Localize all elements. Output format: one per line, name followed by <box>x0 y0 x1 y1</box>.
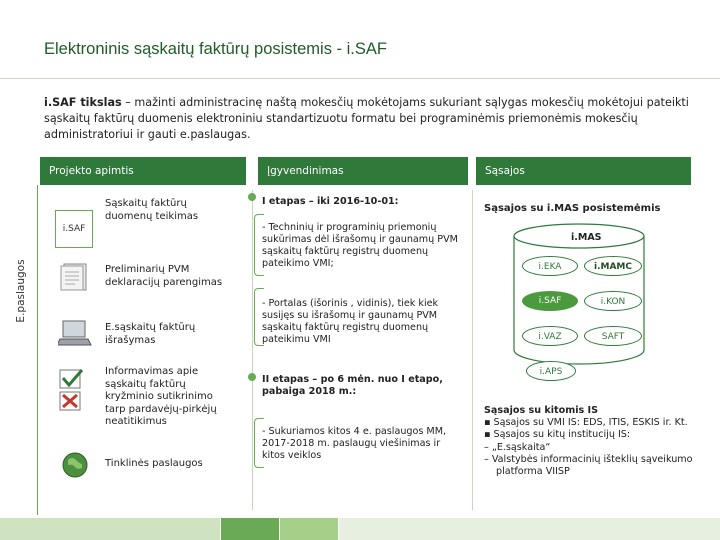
stage-marker <box>248 373 256 381</box>
cell-isaf: i.SAF <box>522 291 578 311</box>
list-item: ▪ Sąsajos su VMI IS: EDS, ITIS, ESKIS ir. Kt. <box>484 417 688 429</box>
stage1-item-b: - Portalas (išorinis , vidinis), tiek kiek susijęs su išrašomų ir gaunamų PVM sąskaitų faktūrų registrų duomenų pateikimu VMI <box>262 298 439 345</box>
other-is-title: Sąsajos su kitomis IS <box>484 405 599 416</box>
footer-bar-segment <box>280 518 338 540</box>
stage1-heading <box>262 196 462 208</box>
check-cross-icon <box>58 368 92 398</box>
scope-item-vat-declarations: Preliminarių PVM deklaracijų parengimas <box>105 264 223 288</box>
side-rule <box>37 185 38 515</box>
list-item: – „E.sąskaita“ <box>484 441 551 453</box>
stage-marker <box>248 193 256 201</box>
scope-item-network-services: Tinklinės paslaugos <box>105 458 203 469</box>
column-separator <box>252 190 253 510</box>
intro-paragraph <box>44 95 694 144</box>
intro-bold: i.SAF tikslas <box>44 96 122 109</box>
scope-item-data-submission: Sąskaitų faktūrų duomenų teikimas <box>105 198 199 222</box>
scope-item-cross-check: Informavimas apie sąskaitų faktūrų kryžminio sutikrinimo tarp pardavėjų-pirkėjų neatitikimus <box>105 366 217 427</box>
title-divider <box>0 78 720 79</box>
scope-item-einvoice: E.sąskaitų faktūrų išrašymas <box>105 322 196 346</box>
imas-interfaces-title: Sąsajos su i.MAS posistemėmis <box>484 203 661 214</box>
cell-saft: SAFT <box>584 326 642 346</box>
list-item: ▪ Sąsajos su kitų institucijų IS: <box>484 429 631 441</box>
laptop-icon <box>58 318 92 348</box>
column-header-scope: Projekto apimtis <box>40 157 246 185</box>
isaf-tile: i.SAF <box>55 210 93 248</box>
document-stack-icon <box>58 262 92 292</box>
cell-ivaz: i.VAZ <box>522 326 578 346</box>
list-item: – Valstybės informacinių išteklių sąveikumo platforma VIISP <box>484 453 693 478</box>
side-label: E.paslaugos <box>15 259 27 323</box>
intro-text: – mažinti administracinę naštą mokesčių mokėtojams sukuriant sąlygas mokesčių mokėtojui pateikti sąskaitų faktūrų duomenis elektroniniu standartizuotu formatu bei programinėmis priemonėmis mokesčių administratoriui ir gauti e.paslaugas. <box>44 96 689 142</box>
globe-icon <box>58 450 92 480</box>
stage2-item-a: - Sukuriamos kitos 4 e. paslaugos MM, 2017-2018 m. paslaugų viešinimas ir kitos veiklos <box>262 426 447 461</box>
other-is-list <box>484 417 694 478</box>
cell-imamc: i.MAMC <box>584 256 642 276</box>
cell-ikon: i.KON <box>584 291 642 311</box>
footer-bar-segment <box>0 518 220 540</box>
column-header-ifaces: Sąsajos <box>476 157 691 185</box>
stage2-heading <box>262 374 462 398</box>
cell-iaps: i.APS <box>526 361 576 381</box>
page-title: Elektroninis sąskaitų faktūrų posistemis - i.SAF <box>44 40 387 58</box>
footer-bar-segment <box>221 518 279 540</box>
stage1-title: I etapas – iki 2016-10-01: <box>262 196 399 207</box>
other-is-block <box>484 405 694 478</box>
stage1-item-a: - Techninių ir programinių priemonių sukūrimas dėl išrašomų ir gaunamų PVM sąskaitų faktūrų registrų duomenų pateikimo VMI; <box>262 222 458 269</box>
column-header-impl: Įgyvendinimas <box>258 157 468 185</box>
cell-ieka: i.EKA <box>522 256 578 276</box>
footer-bar-segment <box>339 518 720 540</box>
imas-label: i.MAS <box>571 232 602 243</box>
column-separator <box>472 190 473 510</box>
stage2-title: II etapas – po 6 mėn. nuo I etapo, pabaiga 2018 m.: <box>262 374 443 397</box>
